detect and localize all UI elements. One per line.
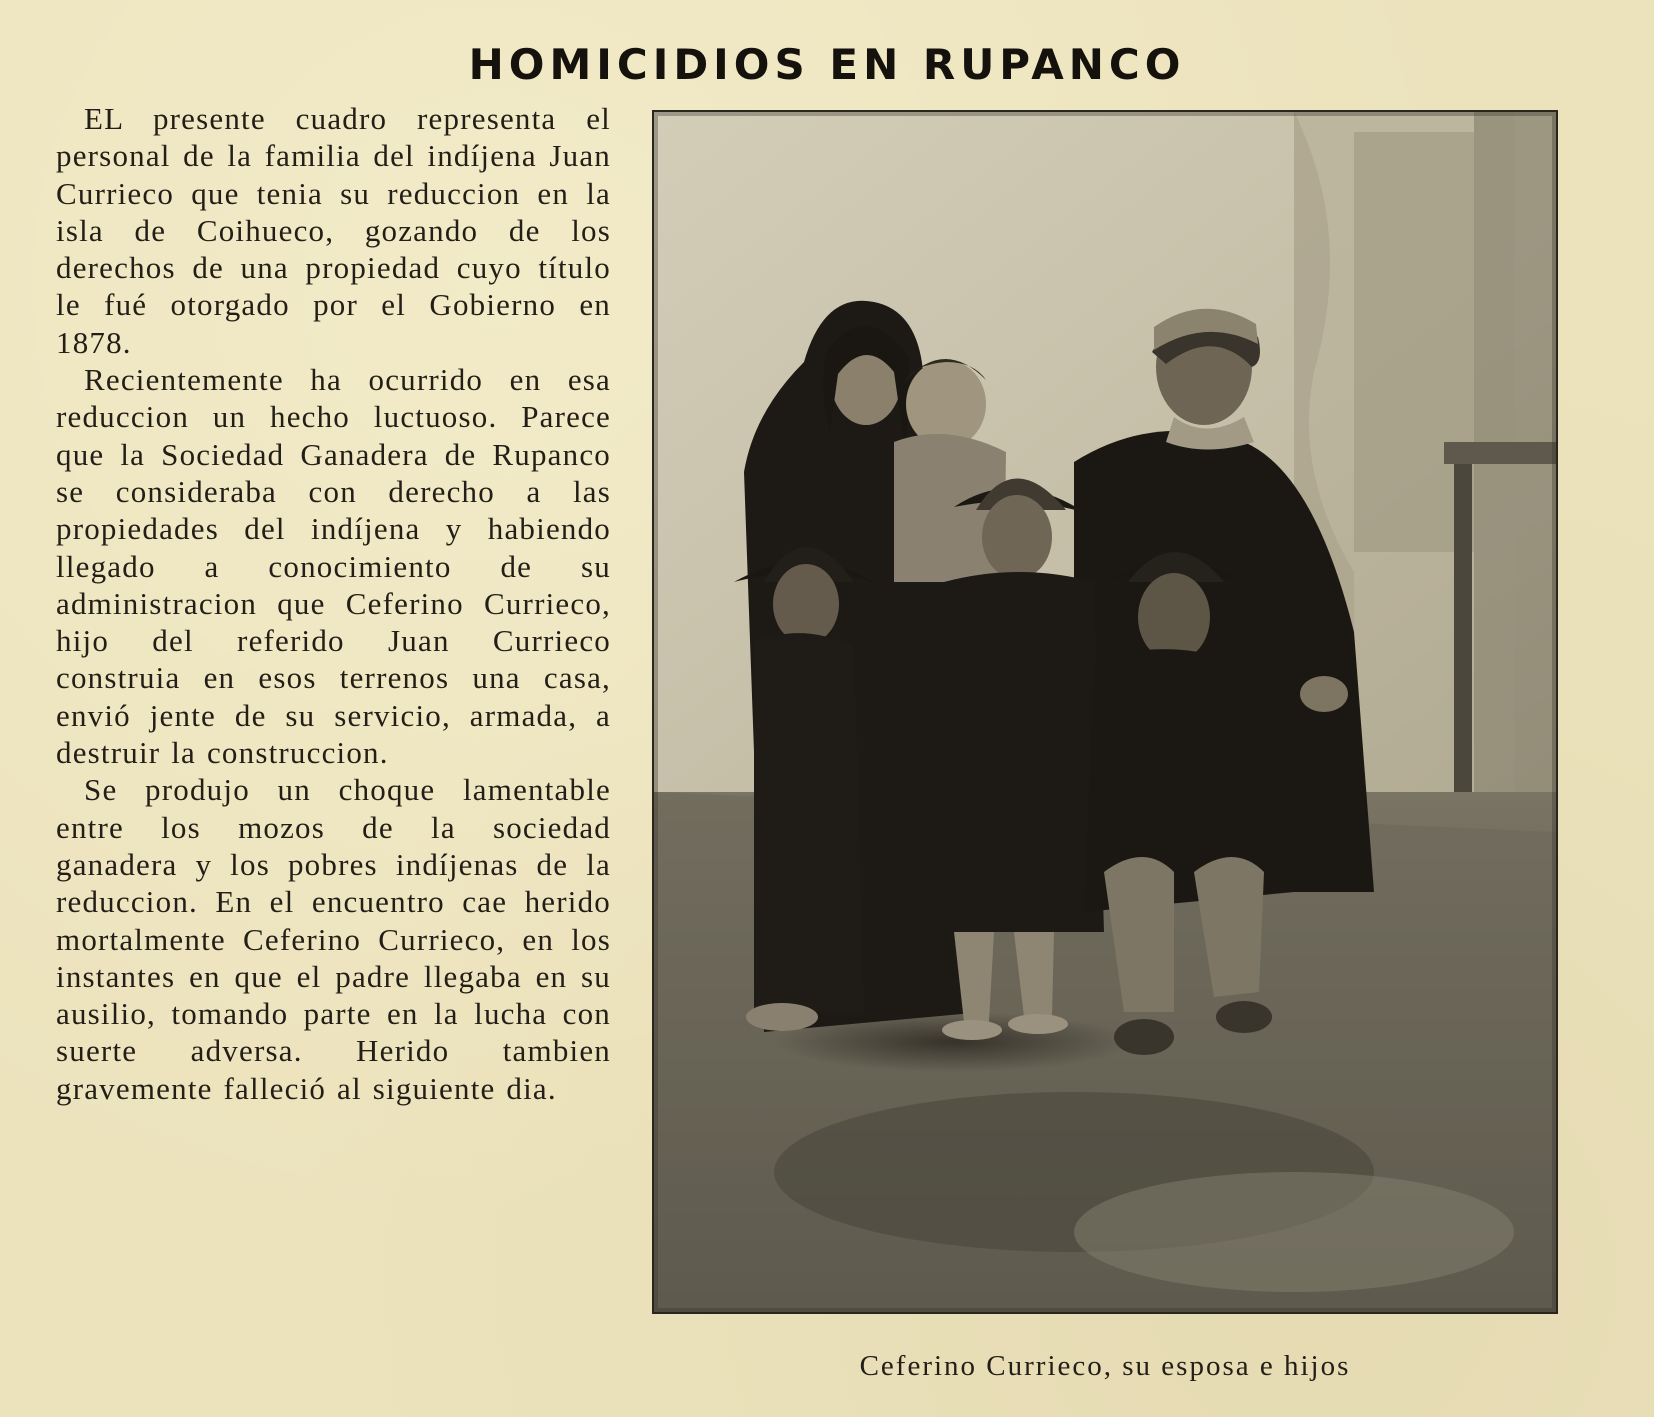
family-photograph-illustration [654, 112, 1556, 1312]
photo-caption: Ceferino Currieco, su esposa e hijos [859, 1350, 1351, 1382]
article-paragraph-1: EL presente cuadro representa el personal de la familia del indíjena Juan Currieco que tenia su reduccion en la isla de Coihueco, gozando de los derechos de una propiedad cuyo título le fué otorgado por el Gobierno en 1878. [56, 101, 611, 360]
article-paragraph-2: Recientemente ha ocurrido en esa reduccion un hecho luctuoso. Parece que la Sociedad Ganadera de Rupanco se consideraba con derecho a las propiedades del indíjena y habiendo llegado a conocimiento de su administracion que Ceferino Currieco, hijo del referido Juan Currieco construia en esos terrenos una casa, envió jente de su servicio, armada, a destruir la construccion. [56, 362, 611, 771]
article-headline: HOMICIDIOS EN RUPANCO [468, 40, 1186, 90]
family-photograph [652, 110, 1558, 1314]
article-text-column [56, 100, 611, 1107]
article-paragraph-3: Se produjo un choque lamentable entre los mozos de la sociedad ganadera y los pobres indíjenas de la reduccion. En el encuentro cae herido mortalmente Ceferino Currieco, en los instantes en que el padre llegaba en su ausilio, tomando parte en la lucha con suerte adversa. Herido tambien gravemente falleció al siguiente dia. [56, 772, 611, 1106]
